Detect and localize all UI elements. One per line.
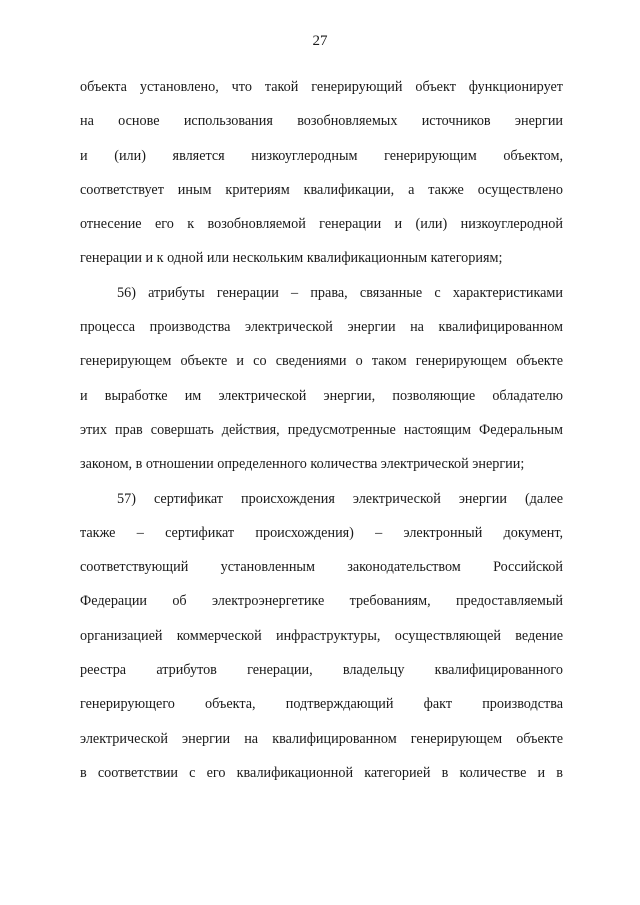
text-line: отнесение его к возобновляемой генерации и (или) низкоуглеродной [80, 216, 563, 233]
text-line: генерирующего объекта, подтверждающий факт производства [80, 696, 563, 713]
text-line: Федерации об электроэнергетике требованиям, предоставляемый [80, 593, 563, 610]
text-line: генерации и к одной или нескольким квалификационным категориям; [80, 250, 503, 267]
text-line: организацией коммерческой инфраструктуры, осуществляющей ведение [80, 627, 563, 644]
text-line: соответствует иным критериям квалификации, а также осуществлено [80, 181, 563, 198]
text-line: в соответствии с его квалификационной категорией в количестве и в [80, 764, 563, 781]
text-line: на основе использования возобновляемых источников энергии [80, 113, 563, 130]
text-line: этих прав совершать действия, предусмотренные настоящим Федеральным [80, 421, 563, 438]
text-line: объекта установлено, что такой генерирующий объект функционирует [80, 79, 563, 95]
page-number: 27 [312, 33, 328, 49]
text-line: электрической энергии на квалифицированном генерирующем объекте [80, 730, 563, 747]
text-line: и (или) является низкоуглеродным генерирующим объектом, [80, 147, 563, 164]
text-line: процесса производства электрической энергии на квалифицированном [80, 319, 563, 336]
text-line: также – сертификат происхождения) – электронный документ, [80, 524, 563, 541]
text-line: законом, в отношении определенного количества электрической энергии; [80, 456, 525, 473]
document-body [80, 70, 563, 790]
text-line: 57) сертификат происхождения электрической энергии (далее [117, 490, 563, 507]
text-line: и выработке им электрической энергии, позволяющие обладателю [80, 387, 563, 404]
text-line: генерирующем объекте и со сведениями о таком генерирующем объекте [80, 353, 563, 370]
text-line: реестра атрибутов генерации, владельцу квалифицированного [80, 662, 563, 679]
text-line: 56) атрибуты генерации – права, связанные с характеристиками [117, 284, 563, 301]
text-line: соответствующий установленным законодательством Российской [80, 559, 563, 576]
